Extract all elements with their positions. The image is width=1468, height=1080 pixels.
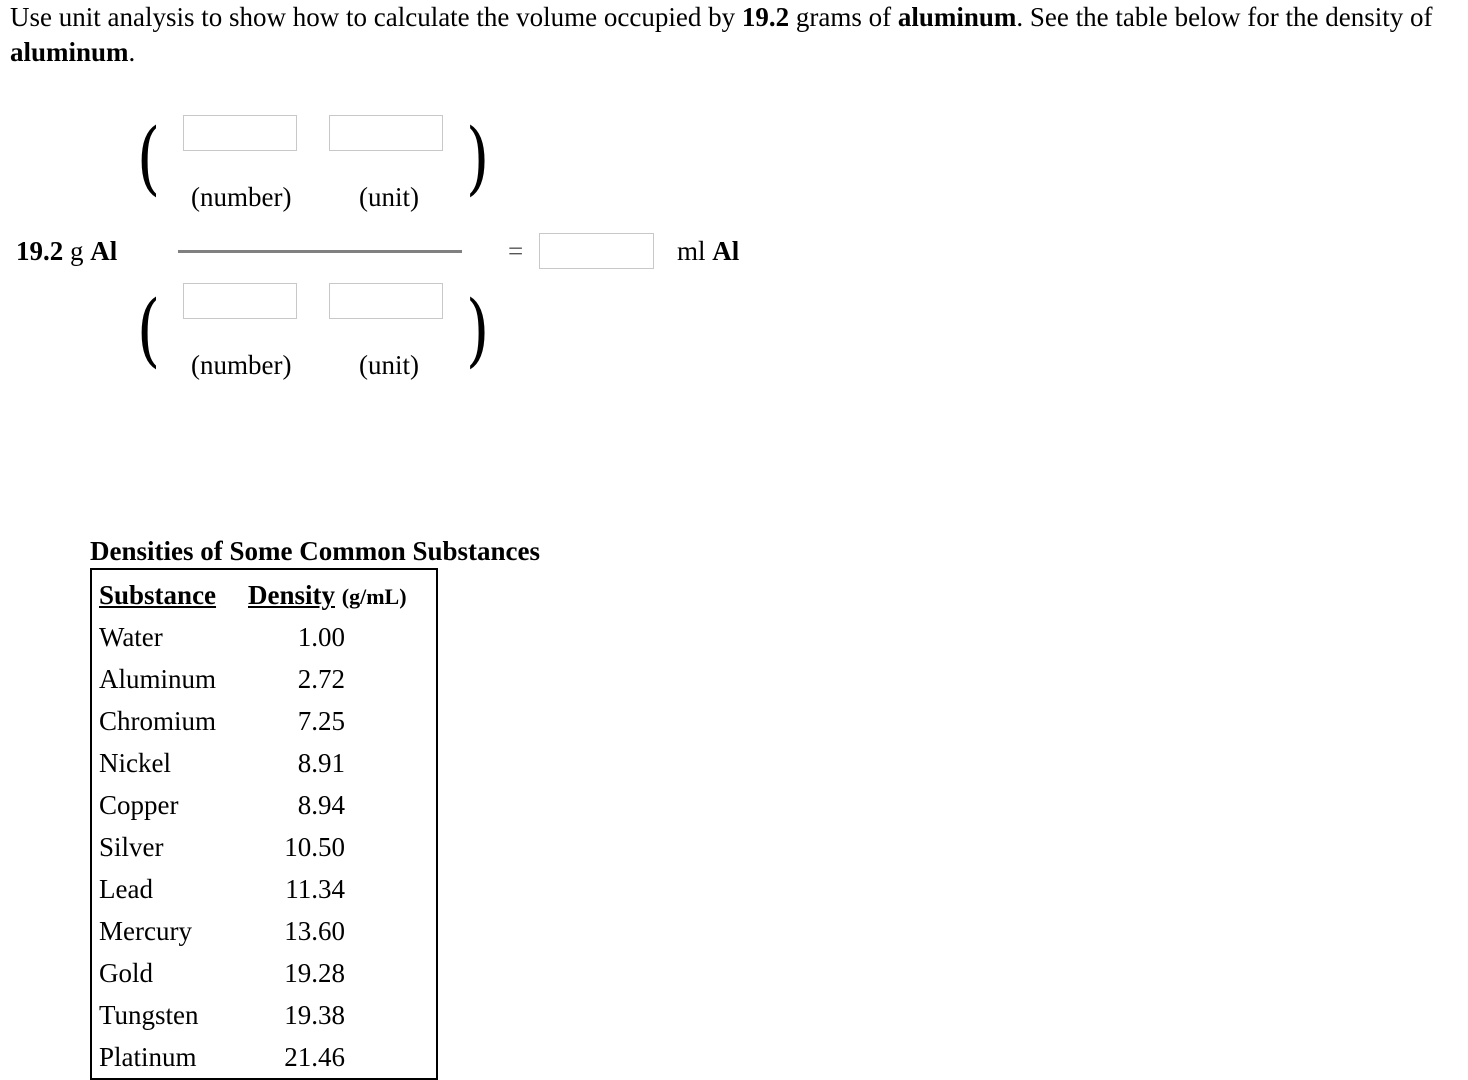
table-row xyxy=(92,742,436,784)
start-value: 19.2 xyxy=(16,236,64,266)
substance-cell: Nickel xyxy=(99,748,171,778)
substance-cell: Lead xyxy=(99,874,153,904)
table-row xyxy=(92,784,436,826)
prompt-text-1: Use unit analysis to show how to calculate the volume occupied by xyxy=(10,2,742,32)
density-cell: 11.34 xyxy=(285,874,345,904)
table-row xyxy=(92,952,436,994)
denominator-number-input[interactable] xyxy=(183,283,297,319)
start-substance: Al xyxy=(90,236,118,266)
prompt-text-3: . See the table below for the density of xyxy=(1016,2,1433,32)
header-density: Density (g/mL) xyxy=(248,580,407,610)
numerator-unit-hint: (unit) xyxy=(359,182,419,212)
substance-cell: Mercury xyxy=(99,916,192,946)
answer-input[interactable] xyxy=(539,233,654,269)
density-cell: 7.25 xyxy=(297,706,345,736)
close-paren-denominator: ) xyxy=(465,283,490,376)
density-cell: 1.00 xyxy=(297,622,345,652)
table-row xyxy=(92,658,436,700)
open-paren-denominator: ( xyxy=(136,283,161,376)
close-paren-numerator: ) xyxy=(465,111,490,204)
header-substance: Substance xyxy=(99,580,217,610)
prompt-substance-2: aluminum xyxy=(10,37,129,67)
numerator-unit-input[interactable] xyxy=(329,115,443,151)
density-table-caption: Densities of Some Common Substances xyxy=(90,536,541,566)
density-cell: 21.46 xyxy=(284,1042,345,1072)
table-row xyxy=(92,994,436,1036)
density-cell: 13.60 xyxy=(284,916,345,946)
table-row xyxy=(92,700,436,742)
fraction-bar xyxy=(178,250,462,253)
denominator-unit-input[interactable] xyxy=(329,283,443,319)
header-density-unit: (g/mL) xyxy=(341,584,407,609)
density-cell: 10.50 xyxy=(284,832,345,862)
answer-unit-label xyxy=(677,234,739,268)
substance-cell: Aluminum xyxy=(99,664,217,694)
substance-cell: Gold xyxy=(99,958,153,988)
table-row xyxy=(92,826,436,868)
start-unit: g xyxy=(70,236,84,266)
substance-cell: Silver xyxy=(99,832,164,862)
prompt-text-4: . xyxy=(128,37,136,67)
substance-cell: Tungsten xyxy=(99,1000,199,1030)
density-cell: 8.91 xyxy=(297,748,345,778)
density-cell: 8.94 xyxy=(297,790,345,820)
numerator-number-hint: (number) xyxy=(191,182,292,212)
numerator-number-input[interactable] xyxy=(183,115,297,151)
answer-substance: Al xyxy=(712,236,740,266)
substance-cell: Chromium xyxy=(99,706,217,736)
table-row xyxy=(92,910,436,952)
substance-cell: Copper xyxy=(99,790,179,820)
substance-cell: Platinum xyxy=(99,1042,197,1072)
density-table xyxy=(90,568,438,1080)
equals-sign: = xyxy=(508,236,524,266)
prompt-mass: 19.2 xyxy=(741,2,790,32)
density-cell: 19.38 xyxy=(284,1000,345,1030)
answer-unit: ml xyxy=(677,236,706,266)
density-table-body xyxy=(92,616,436,1078)
density-cell: 2.72 xyxy=(297,664,345,694)
table-row xyxy=(92,1036,436,1078)
substance-cell: Water xyxy=(99,622,163,652)
table-row xyxy=(92,616,436,658)
prompt-substance: aluminum xyxy=(897,2,1017,32)
open-paren-numerator: ( xyxy=(136,111,161,204)
denominator-number-hint: (number) xyxy=(191,350,292,380)
density-cell: 19.28 xyxy=(284,958,345,988)
starting-quantity xyxy=(16,233,117,269)
table-row xyxy=(92,868,436,910)
prompt-text-2: grams of xyxy=(789,2,898,32)
question-prompt xyxy=(10,0,1465,70)
denominator-unit-hint: (unit) xyxy=(359,350,419,380)
